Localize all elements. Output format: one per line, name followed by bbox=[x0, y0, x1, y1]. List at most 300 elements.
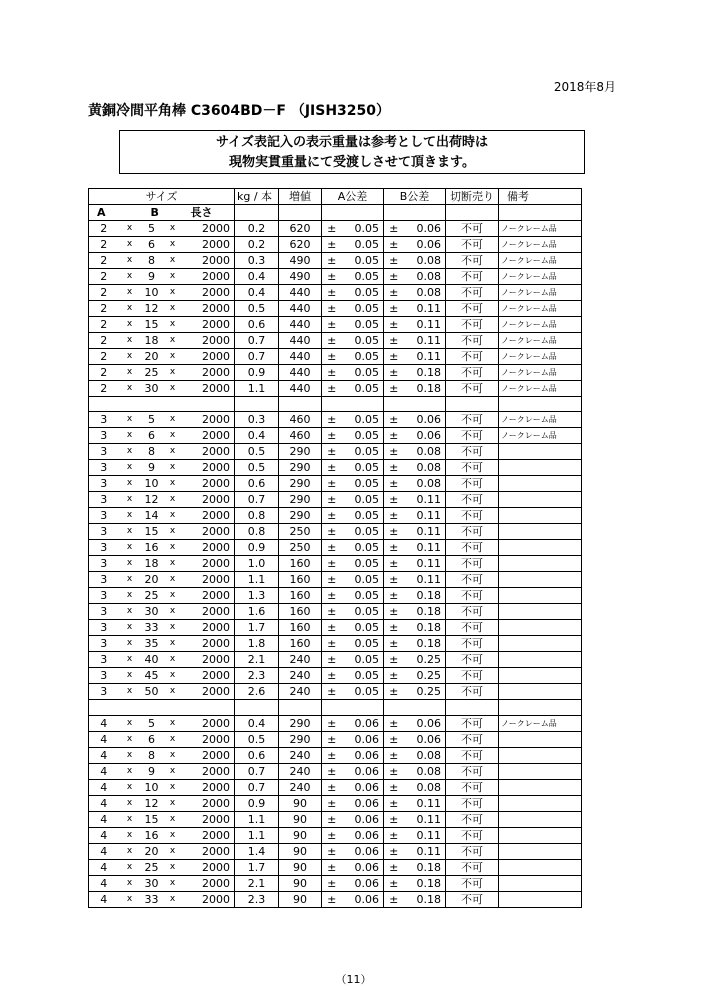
b-tolerance-cell: 0.11 bbox=[404, 349, 446, 365]
size-x-cell: x bbox=[163, 285, 183, 301]
note-cell bbox=[499, 795, 582, 811]
length-cell: 2000 bbox=[183, 444, 235, 460]
a-tolerance-cell: 0.05 bbox=[342, 684, 384, 700]
cut-cell: 不可 bbox=[446, 731, 499, 747]
plusminus-cell: ± bbox=[322, 731, 342, 747]
plusminus-cell: ± bbox=[384, 795, 404, 811]
size-x-cell: x bbox=[163, 508, 183, 524]
size-b-cell: 35 bbox=[141, 636, 163, 652]
note-cell bbox=[499, 604, 582, 620]
size-a-cell: 3 bbox=[89, 652, 119, 668]
weight-cell: 0.5 bbox=[235, 444, 279, 460]
size-a-cell: 4 bbox=[89, 795, 119, 811]
weight-cell: 0.7 bbox=[235, 349, 279, 365]
length-cell: 2000 bbox=[183, 365, 235, 381]
cut-cell: 不可 bbox=[446, 349, 499, 365]
plusminus-cell: ± bbox=[322, 540, 342, 556]
note-cell: ノークレーム品 bbox=[499, 381, 582, 397]
plusminus-cell: ± bbox=[322, 476, 342, 492]
size-x-cell: x bbox=[119, 731, 141, 747]
blank-cell bbox=[235, 397, 279, 412]
header-cut: 切断売り bbox=[446, 189, 499, 205]
size-x-cell: x bbox=[119, 811, 141, 827]
rate-cell: 440 bbox=[279, 349, 322, 365]
subheader-length: 長さ bbox=[183, 205, 235, 221]
cut-cell: 不可 bbox=[446, 891, 499, 907]
plusminus-cell: ± bbox=[322, 221, 342, 237]
size-b-cell: 25 bbox=[141, 365, 163, 381]
length-cell: 2000 bbox=[183, 301, 235, 317]
cut-cell: 不可 bbox=[446, 444, 499, 460]
blank-cell bbox=[89, 397, 235, 412]
note-cell: ノークレーム品 bbox=[499, 301, 582, 317]
note-cell: ノークレーム品 bbox=[499, 365, 582, 381]
size-x-cell: x bbox=[119, 269, 141, 285]
note-cell bbox=[499, 524, 582, 540]
rate-cell: 90 bbox=[279, 859, 322, 875]
length-cell: 2000 bbox=[183, 428, 235, 444]
note-cell: ノークレーム品 bbox=[499, 317, 582, 333]
length-cell: 2000 bbox=[183, 891, 235, 907]
note-cell: ノークレーム品 bbox=[499, 428, 582, 444]
size-b-cell: 30 bbox=[141, 381, 163, 397]
rate-cell: 240 bbox=[279, 779, 322, 795]
header-kg: kg / 本 bbox=[235, 189, 279, 205]
cut-cell: 不可 bbox=[446, 317, 499, 333]
weight-cell: 0.7 bbox=[235, 333, 279, 349]
plusminus-cell: ± bbox=[384, 253, 404, 269]
size-x-cell: x bbox=[119, 875, 141, 891]
plusminus-cell: ± bbox=[322, 795, 342, 811]
cut-cell: 不可 bbox=[446, 811, 499, 827]
document-title: 黄銅冷間平角棒 C3604BD－F （JISH3250） bbox=[88, 103, 391, 119]
table-row bbox=[89, 763, 582, 779]
note-cell: ノークレーム品 bbox=[499, 221, 582, 237]
size-x-cell: x bbox=[119, 492, 141, 508]
plusminus-cell: ± bbox=[384, 604, 404, 620]
size-b-cell: 15 bbox=[141, 524, 163, 540]
size-x-cell: x bbox=[119, 747, 141, 763]
size-b-cell: 6 bbox=[141, 428, 163, 444]
length-cell: 2000 bbox=[183, 253, 235, 269]
spec-table bbox=[88, 188, 582, 908]
a-tolerance-cell: 0.05 bbox=[342, 221, 384, 237]
a-tolerance-cell: 0.05 bbox=[342, 604, 384, 620]
table-row bbox=[89, 604, 582, 620]
weight-cell: 0.3 bbox=[235, 412, 279, 428]
size-x-cell: x bbox=[119, 412, 141, 428]
header-a-tolerance: A公差 bbox=[322, 189, 384, 205]
table-row bbox=[89, 684, 582, 700]
b-tolerance-cell: 0.11 bbox=[404, 540, 446, 556]
length-cell: 2000 bbox=[183, 668, 235, 684]
size-x-cell: x bbox=[119, 221, 141, 237]
plusminus-cell: ± bbox=[384, 317, 404, 333]
plusminus-cell: ± bbox=[384, 444, 404, 460]
b-tolerance-cell: 0.18 bbox=[404, 604, 446, 620]
table-row bbox=[89, 891, 582, 907]
length-cell: 2000 bbox=[183, 524, 235, 540]
note-cell: ノークレーム品 bbox=[499, 253, 582, 269]
size-b-cell: 30 bbox=[141, 875, 163, 891]
table-row bbox=[89, 508, 582, 524]
size-x-cell: x bbox=[119, 859, 141, 875]
size-x-cell: x bbox=[163, 843, 183, 859]
cut-cell: 不可 bbox=[446, 795, 499, 811]
table-row bbox=[89, 636, 582, 652]
weight-cell: 0.2 bbox=[235, 221, 279, 237]
table-row bbox=[89, 715, 582, 731]
weight-cell: 1.7 bbox=[235, 859, 279, 875]
a-tolerance-cell: 0.05 bbox=[342, 253, 384, 269]
rate-cell: 290 bbox=[279, 476, 322, 492]
table-row bbox=[89, 349, 582, 365]
length-cell: 2000 bbox=[183, 795, 235, 811]
weight-cell: 0.8 bbox=[235, 508, 279, 524]
plusminus-cell: ± bbox=[384, 269, 404, 285]
a-tolerance-cell: 0.05 bbox=[342, 572, 384, 588]
size-x-cell: x bbox=[163, 731, 183, 747]
cut-cell: 不可 bbox=[446, 747, 499, 763]
rate-cell: 240 bbox=[279, 747, 322, 763]
rate-cell: 90 bbox=[279, 875, 322, 891]
note-cell bbox=[499, 492, 582, 508]
plusminus-cell: ± bbox=[384, 731, 404, 747]
note-cell bbox=[499, 747, 582, 763]
size-b-cell: 8 bbox=[141, 253, 163, 269]
b-tolerance-cell: 0.25 bbox=[404, 652, 446, 668]
note-cell bbox=[499, 508, 582, 524]
size-b-cell: 25 bbox=[141, 588, 163, 604]
size-x-cell: x bbox=[163, 269, 183, 285]
length-cell: 2000 bbox=[183, 843, 235, 859]
length-cell: 2000 bbox=[183, 636, 235, 652]
weight-cell: 0.7 bbox=[235, 779, 279, 795]
table-row bbox=[89, 269, 582, 285]
size-a-cell: 2 bbox=[89, 269, 119, 285]
a-tolerance-cell: 0.06 bbox=[342, 763, 384, 779]
length-cell: 2000 bbox=[183, 827, 235, 843]
rate-cell: 90 bbox=[279, 827, 322, 843]
note-cell bbox=[499, 811, 582, 827]
size-a-cell: 3 bbox=[89, 684, 119, 700]
b-tolerance-cell: 0.06 bbox=[404, 237, 446, 253]
size-x-cell: x bbox=[163, 460, 183, 476]
weight-cell: 0.5 bbox=[235, 731, 279, 747]
size-x-cell: x bbox=[119, 588, 141, 604]
size-b-cell: 15 bbox=[141, 811, 163, 827]
weight-cell: 0.9 bbox=[235, 795, 279, 811]
header-row bbox=[89, 189, 582, 205]
plusminus-cell: ± bbox=[322, 285, 342, 301]
size-a-cell: 3 bbox=[89, 524, 119, 540]
a-tolerance-cell: 0.05 bbox=[342, 508, 384, 524]
size-a-cell: 4 bbox=[89, 763, 119, 779]
size-x-cell: x bbox=[119, 715, 141, 731]
rate-cell: 290 bbox=[279, 444, 322, 460]
a-tolerance-cell: 0.05 bbox=[342, 317, 384, 333]
rate-cell: 90 bbox=[279, 843, 322, 859]
plusminus-cell: ± bbox=[384, 843, 404, 859]
table-row bbox=[89, 492, 582, 508]
table-row bbox=[89, 381, 582, 397]
a-tolerance-cell: 0.06 bbox=[342, 811, 384, 827]
size-b-cell: 6 bbox=[141, 237, 163, 253]
subheader-row bbox=[89, 205, 582, 221]
length-cell: 2000 bbox=[183, 763, 235, 779]
spec-table-body bbox=[89, 189, 582, 908]
size-x-cell: x bbox=[119, 652, 141, 668]
rate-cell: 90 bbox=[279, 891, 322, 907]
weight-cell: 0.6 bbox=[235, 476, 279, 492]
size-x-cell: x bbox=[163, 572, 183, 588]
subheader-blank bbox=[322, 205, 384, 221]
rate-cell: 440 bbox=[279, 333, 322, 349]
note-cell: ノークレーム品 bbox=[499, 269, 582, 285]
plusminus-cell: ± bbox=[322, 636, 342, 652]
b-tolerance-cell: 0.06 bbox=[404, 412, 446, 428]
table-row bbox=[89, 620, 582, 636]
weight-cell: 0.5 bbox=[235, 301, 279, 317]
length-cell: 2000 bbox=[183, 684, 235, 700]
rate-cell: 240 bbox=[279, 652, 322, 668]
b-tolerance-cell: 0.11 bbox=[404, 301, 446, 317]
size-x-cell: x bbox=[119, 891, 141, 907]
size-a-cell: 2 bbox=[89, 317, 119, 333]
size-x-cell: x bbox=[163, 349, 183, 365]
table-row bbox=[89, 365, 582, 381]
size-a-cell: 3 bbox=[89, 508, 119, 524]
cut-cell: 不可 bbox=[446, 843, 499, 859]
size-b-cell: 9 bbox=[141, 460, 163, 476]
size-b-cell: 12 bbox=[141, 492, 163, 508]
subheader-blank bbox=[384, 205, 446, 221]
header-size: サイズ bbox=[89, 189, 235, 205]
rate-cell: 250 bbox=[279, 524, 322, 540]
rate-cell: 240 bbox=[279, 668, 322, 684]
size-a-cell: 4 bbox=[89, 779, 119, 795]
table-row bbox=[89, 476, 582, 492]
length-cell: 2000 bbox=[183, 731, 235, 747]
weight-cell: 0.4 bbox=[235, 269, 279, 285]
a-tolerance-cell: 0.05 bbox=[342, 524, 384, 540]
b-tolerance-cell: 0.08 bbox=[404, 269, 446, 285]
blank-row bbox=[89, 397, 582, 412]
subheader-blank bbox=[499, 205, 582, 221]
length-cell: 2000 bbox=[183, 572, 235, 588]
plusminus-cell: ± bbox=[322, 508, 342, 524]
header-note: 備考 bbox=[499, 189, 582, 205]
b-tolerance-cell: 0.18 bbox=[404, 381, 446, 397]
cut-cell: 不可 bbox=[446, 365, 499, 381]
weight-cell: 0.6 bbox=[235, 317, 279, 333]
plusminus-cell: ± bbox=[322, 604, 342, 620]
size-x-cell: x bbox=[119, 285, 141, 301]
a-tolerance-cell: 0.05 bbox=[342, 460, 384, 476]
b-tolerance-cell: 0.25 bbox=[404, 668, 446, 684]
size-a-cell: 2 bbox=[89, 237, 119, 253]
size-x-cell: x bbox=[119, 381, 141, 397]
notice-line: サイズ表記入の表示重量は参考として出荷時は bbox=[216, 135, 488, 150]
size-a-cell: 4 bbox=[89, 843, 119, 859]
note-cell: ノークレーム品 bbox=[499, 715, 582, 731]
b-tolerance-cell: 0.11 bbox=[404, 827, 446, 843]
size-x-cell: x bbox=[119, 843, 141, 859]
table-row bbox=[89, 540, 582, 556]
size-x-cell: x bbox=[119, 572, 141, 588]
size-b-cell: 8 bbox=[141, 747, 163, 763]
size-x-cell: x bbox=[163, 492, 183, 508]
rate-cell: 160 bbox=[279, 572, 322, 588]
a-tolerance-cell: 0.05 bbox=[342, 269, 384, 285]
b-tolerance-cell: 0.11 bbox=[404, 843, 446, 859]
cut-cell: 不可 bbox=[446, 572, 499, 588]
plusminus-cell: ± bbox=[322, 668, 342, 684]
size-x-cell: x bbox=[163, 604, 183, 620]
size-x-cell: x bbox=[119, 668, 141, 684]
size-x-cell: x bbox=[163, 524, 183, 540]
size-x-cell: x bbox=[163, 221, 183, 237]
a-tolerance-cell: 0.05 bbox=[342, 428, 384, 444]
size-b-cell: 10 bbox=[141, 779, 163, 795]
size-x-cell: x bbox=[163, 891, 183, 907]
cut-cell: 不可 bbox=[446, 588, 499, 604]
cut-cell: 不可 bbox=[446, 524, 499, 540]
size-b-cell: 40 bbox=[141, 652, 163, 668]
notice-line: 現物実貫重量にて受渡しさせて頂きます。 bbox=[229, 155, 475, 170]
weight-cell: 2.3 bbox=[235, 668, 279, 684]
b-tolerance-cell: 0.18 bbox=[404, 859, 446, 875]
plusminus-cell: ± bbox=[384, 460, 404, 476]
size-x-cell: x bbox=[119, 460, 141, 476]
cut-cell: 不可 bbox=[446, 508, 499, 524]
size-x-cell: x bbox=[119, 428, 141, 444]
b-tolerance-cell: 0.06 bbox=[404, 715, 446, 731]
weight-cell: 0.4 bbox=[235, 428, 279, 444]
plusminus-cell: ± bbox=[322, 428, 342, 444]
size-a-cell: 2 bbox=[89, 333, 119, 349]
rate-cell: 440 bbox=[279, 365, 322, 381]
plusminus-cell: ± bbox=[322, 684, 342, 700]
size-x-cell: x bbox=[119, 540, 141, 556]
blank-cell bbox=[322, 397, 384, 412]
weight-cell: 0.2 bbox=[235, 237, 279, 253]
a-tolerance-cell: 0.05 bbox=[342, 365, 384, 381]
length-cell: 2000 bbox=[183, 333, 235, 349]
plusminus-cell: ± bbox=[322, 827, 342, 843]
size-x-cell: x bbox=[163, 412, 183, 428]
plusminus-cell: ± bbox=[322, 301, 342, 317]
table-row bbox=[89, 843, 582, 859]
size-x-cell: x bbox=[163, 779, 183, 795]
plusminus-cell: ± bbox=[384, 811, 404, 827]
size-a-cell: 3 bbox=[89, 460, 119, 476]
size-a-cell: 3 bbox=[89, 604, 119, 620]
size-a-cell: 3 bbox=[89, 620, 119, 636]
a-tolerance-cell: 0.06 bbox=[342, 779, 384, 795]
table-row bbox=[89, 428, 582, 444]
size-x-cell: x bbox=[163, 428, 183, 444]
b-tolerance-cell: 0.11 bbox=[404, 795, 446, 811]
plusminus-cell: ± bbox=[384, 556, 404, 572]
plusminus-cell: ± bbox=[322, 460, 342, 476]
plusminus-cell: ± bbox=[384, 636, 404, 652]
weight-cell: 1.7 bbox=[235, 620, 279, 636]
weight-cell: 1.1 bbox=[235, 381, 279, 397]
plusminus-cell: ± bbox=[384, 747, 404, 763]
plusminus-cell: ± bbox=[384, 588, 404, 604]
a-tolerance-cell: 0.05 bbox=[342, 668, 384, 684]
blank-row bbox=[89, 700, 582, 715]
size-a-cell: 4 bbox=[89, 827, 119, 843]
size-a-cell: 3 bbox=[89, 572, 119, 588]
length-cell: 2000 bbox=[183, 460, 235, 476]
size-b-cell: 20 bbox=[141, 843, 163, 859]
a-tolerance-cell: 0.05 bbox=[342, 652, 384, 668]
table-row bbox=[89, 588, 582, 604]
table-row bbox=[89, 652, 582, 668]
table-row bbox=[89, 253, 582, 269]
size-x-cell: x bbox=[163, 763, 183, 779]
size-b-cell: 18 bbox=[141, 556, 163, 572]
rate-cell: 490 bbox=[279, 269, 322, 285]
cut-cell: 不可 bbox=[446, 428, 499, 444]
cut-cell: 不可 bbox=[446, 875, 499, 891]
plusminus-cell: ± bbox=[384, 875, 404, 891]
blank-cell bbox=[499, 397, 582, 412]
length-cell: 2000 bbox=[183, 779, 235, 795]
size-b-cell: 12 bbox=[141, 795, 163, 811]
note-cell bbox=[499, 572, 582, 588]
size-a-cell: 2 bbox=[89, 349, 119, 365]
a-tolerance-cell: 0.05 bbox=[342, 540, 384, 556]
weight-cell: 0.3 bbox=[235, 253, 279, 269]
length-cell: 2000 bbox=[183, 811, 235, 827]
cut-cell: 不可 bbox=[446, 684, 499, 700]
size-x-cell: x bbox=[163, 444, 183, 460]
size-a-cell: 4 bbox=[89, 859, 119, 875]
size-x-cell: x bbox=[163, 715, 183, 731]
note-cell bbox=[499, 859, 582, 875]
a-tolerance-cell: 0.06 bbox=[342, 715, 384, 731]
a-tolerance-cell: 0.06 bbox=[342, 859, 384, 875]
weight-cell: 0.4 bbox=[235, 715, 279, 731]
size-b-cell: 5 bbox=[141, 412, 163, 428]
size-a-cell: 4 bbox=[89, 715, 119, 731]
size-x-cell: x bbox=[119, 524, 141, 540]
size-x-cell: x bbox=[163, 668, 183, 684]
plusminus-cell: ± bbox=[384, 333, 404, 349]
plusminus-cell: ± bbox=[322, 237, 342, 253]
b-tolerance-cell: 0.08 bbox=[404, 444, 446, 460]
length-cell: 2000 bbox=[183, 381, 235, 397]
b-tolerance-cell: 0.06 bbox=[404, 731, 446, 747]
plusminus-cell: ± bbox=[322, 763, 342, 779]
size-a-cell: 3 bbox=[89, 428, 119, 444]
length-cell: 2000 bbox=[183, 285, 235, 301]
weight-cell: 1.8 bbox=[235, 636, 279, 652]
a-tolerance-cell: 0.06 bbox=[342, 747, 384, 763]
table-row bbox=[89, 668, 582, 684]
subheader-b: B bbox=[141, 205, 183, 221]
size-a-cell: 3 bbox=[89, 668, 119, 684]
b-tolerance-cell: 0.11 bbox=[404, 317, 446, 333]
size-a-cell: 2 bbox=[89, 301, 119, 317]
plusminus-cell: ± bbox=[322, 381, 342, 397]
rate-cell: 460 bbox=[279, 412, 322, 428]
size-x-cell: x bbox=[119, 365, 141, 381]
table-row bbox=[89, 572, 582, 588]
